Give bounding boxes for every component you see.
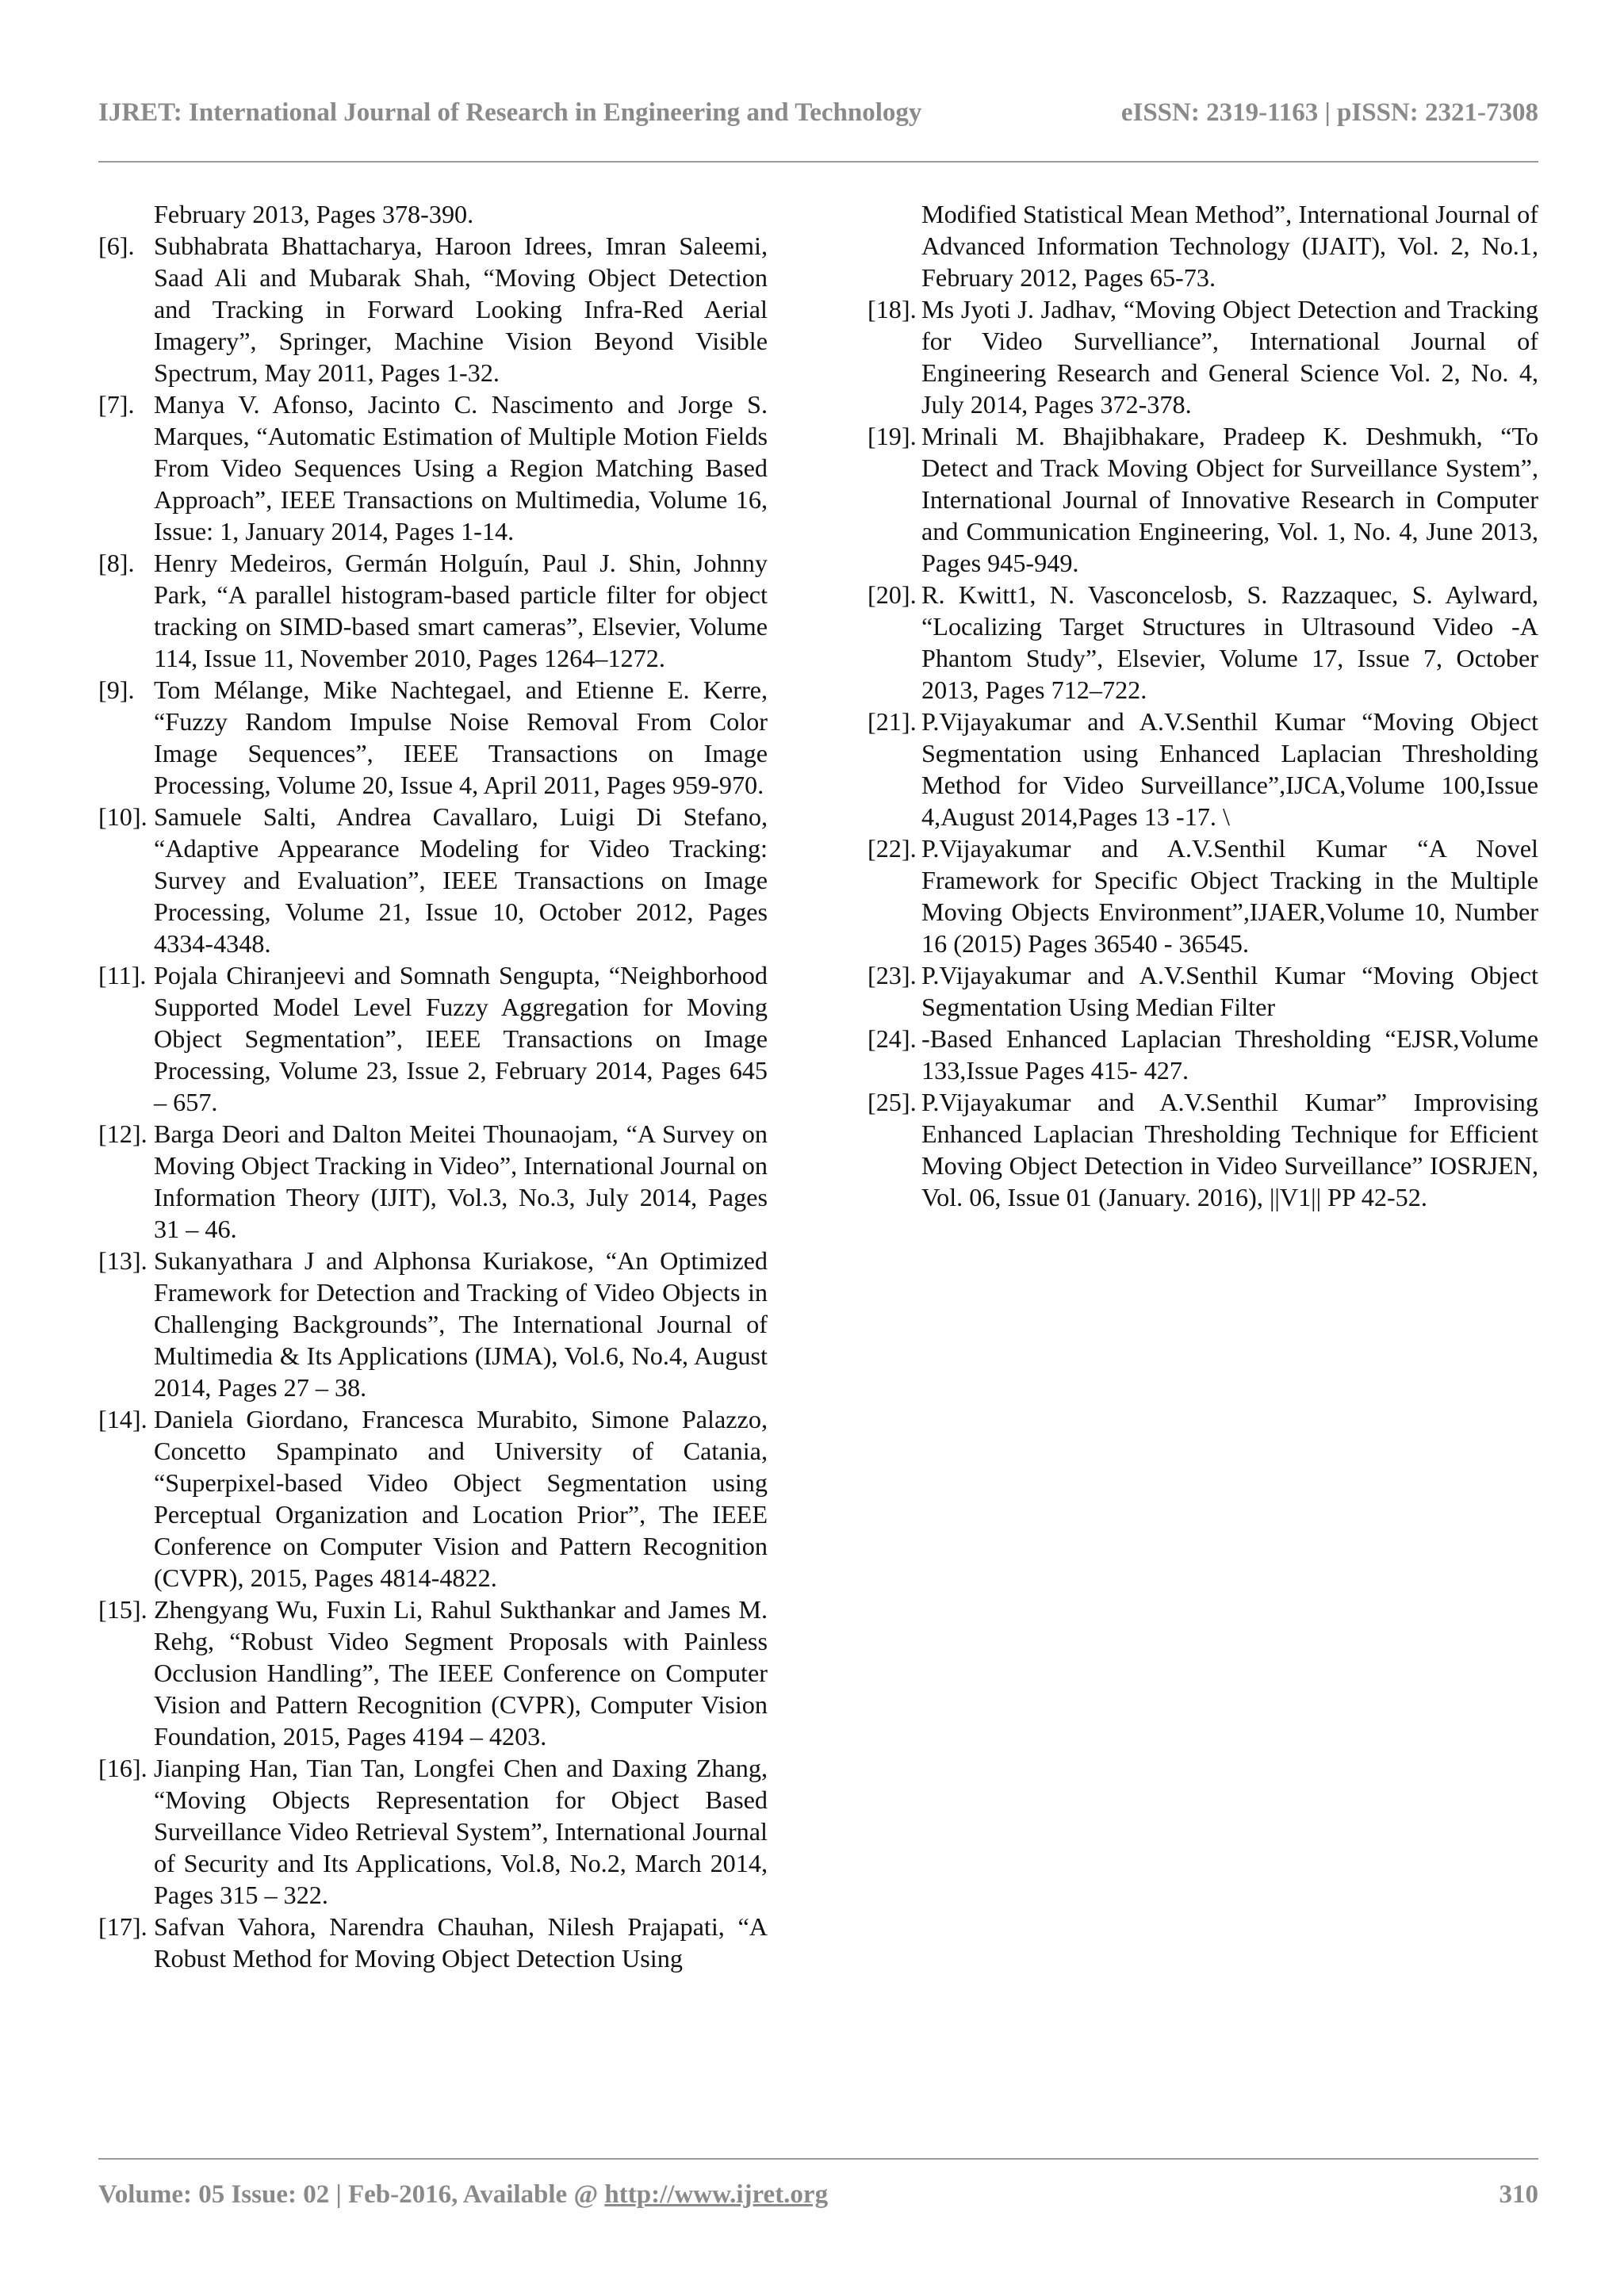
- reference-item: [98, 1245, 768, 1403]
- reference-item: [868, 579, 1538, 706]
- reference-number: [22].: [868, 834, 917, 863]
- reference-item: [98, 959, 768, 1118]
- continued-reference-text: Modified Statistical Mean Method”, International Journal of Advanced Information Technology (IJAIT), Vol. 2, No.1, February 2012, Pages 65-73.: [921, 200, 1538, 292]
- reference-number: [15].: [98, 1595, 147, 1624]
- reference-item: [868, 293, 1538, 420]
- reference-number: [21].: [868, 707, 917, 736]
- reference-number: [20].: [868, 580, 917, 609]
- header-rule: [98, 161, 1538, 163]
- reference-number: [8].: [98, 549, 135, 577]
- reference-number: [7].: [98, 390, 135, 419]
- journal-title: IJRET: International Journal of Research in Engineering and Technology: [98, 98, 922, 127]
- reference-number: [6].: [98, 232, 135, 260]
- reference-item: [98, 547, 768, 674]
- reference-item: [98, 801, 768, 959]
- reference-text: Mrinali M. Bhajibhakare, Pradeep K. Deshmukh, “To Detect and Track Moving Object for Surveillance System”, International Journal of Innovative Research in Computer and Communication Engineering, Vol. 1, No. 4, June 2013, Pages 945-949.: [921, 422, 1538, 577]
- reference-item: [868, 959, 1538, 1023]
- reference-text: Tom Mélange, Mike Nachtegael, and Etienne E. Kerre, “Fuzzy Random Impulse Noise Removal From Color Image Sequences”, IEEE Transactions on Image Processing, Volume 20, Issue 4, April 2011, Pages 959-970.: [154, 675, 768, 799]
- reference-text: P.Vijayakumar and A.V.Senthil Kumar “Moving Object Segmentation using Enhanced Laplacian Thresholding Method for Video Surveillance”,IJCA,Volume 100,Issue 4,August 2014,Pages 13 -17. \: [921, 707, 1538, 831]
- reference-number: [10].: [98, 802, 147, 831]
- reference-item: [868, 832, 1538, 959]
- reference-item: [98, 230, 768, 388]
- right-column: [868, 198, 1538, 1213]
- reference-text: Henry Medeiros, Germán Holguín, Paul J. Shin, Johnny Park, “A parallel histogram-based particle filter for object tracking on SIMD-based smart cameras”, Elsevier, Volume 114, Issue 11, November 2010, Pages 1264–1272.: [154, 549, 768, 672]
- reference-number: [24].: [868, 1024, 917, 1053]
- reference-text: P.Vijayakumar and A.V.Senthil Kumar “A Novel Framework for Specific Object Tracking in the Multiple Moving Objects Environment”,IJAER,Volume 10, Number 16 (2015) Pages 36540 - 36545.: [921, 834, 1538, 958]
- reference-item: [98, 1118, 768, 1245]
- reference-text: Sukanyathara J and Alphonsa Kuriakose, “An Optimized Framework for Detection and Tracking of Video Objects in Challenging Backgrounds”, The International Journal of Multimedia & Its Applications (IJMA), Vol.6, No.4, August 2014, Pages 27 – 38.: [154, 1246, 768, 1402]
- reference-text: R. Kwitt1, N. Vasconcelosb, S. Razzaquec, S. Aylward, “Localizing Target Structures in Ultrasound Video -A Phantom Study”, Elsevier, Volume 17, Issue 7, October 2013, Pages 712–722.: [921, 580, 1538, 704]
- reference-item: [98, 1403, 768, 1594]
- reference-number: [19].: [868, 422, 917, 450]
- reference-text: Zhengyang Wu, Fuxin Li, Rahul Sukthankar and James M. Rehg, “Robust Video Segment Proposals with Painless Occlusion Handling”, The IEEE Conference on Computer Vision and Pattern Recognition (CVPR), Computer Vision Foundation, 2015, Pages 4194 – 4203.: [154, 1595, 768, 1751]
- left-column: [98, 198, 768, 1974]
- reference-text: Subhabrata Bhattacharya, Haroon Idrees, Imran Saleemi, Saad Ali and Mubarak Shah, “Moving Object Detection and Tracking in Forward Looking Infra-Red Aerial Imagery”, Springer, Machine Vision Beyond Visible Spectrum, May 2011, Pages 1-32.: [154, 232, 768, 387]
- reference-number: [16].: [98, 1754, 147, 1782]
- reference-item: [98, 1752, 768, 1911]
- reference-item: [868, 706, 1538, 832]
- reference-text: Jianping Han, Tian Tan, Longfei Chen and Daxing Zhang, “Moving Objects Representation for Object Based Surveillance Video Retrieval System”, International Journal of Security and Its Applications, Vol.8, No.2, March 2014, Pages 315 – 322.: [154, 1754, 768, 1909]
- reference-item: [98, 1911, 768, 1974]
- reference-number: [11].: [98, 961, 147, 989]
- reference-text: Pojala Chiranjeevi and Somnath Sengupta, “Neighborhood Supported Model Level Fuzzy Aggregation for Moving Object Segmentation”, IEEE Transactions on Image Processing, Volume 23, Issue 2, February 2014, Pages 645 – 657.: [154, 961, 768, 1116]
- reference-item: [868, 1023, 1538, 1086]
- footer-volume-info: [98, 2180, 828, 2210]
- page-number: 310: [1499, 2180, 1538, 2209]
- running-header: [98, 98, 1538, 138]
- running-footer: [98, 2180, 1538, 2220]
- reference-number: [23].: [868, 961, 917, 989]
- reference-number: [12].: [98, 1119, 147, 1148]
- journal-website-link[interactable]: http://www.ijret.org: [604, 2180, 829, 2209]
- reference-text: Barga Deori and Dalton Meitei Thounaojam, “A Survey on Moving Object Tracking in Video”, International Journal on Information Theory (IJIT), Vol.3, No.3, July 2014, Pages 31 – 46.: [154, 1119, 768, 1243]
- reference-text: Safvan Vahora, Narendra Chauhan, Nilesh Prajapati, “A Robust Method for Moving Object Detection Using: [154, 1912, 768, 1973]
- reference-text: -Based Enhanced Laplacian Thresholding “EJSR,Volume 133,Issue Pages 415- 427.: [921, 1024, 1538, 1085]
- reference-text: Daniela Giordano, Francesca Murabito, Simone Palazzo, Concetto Spampinato and University of Catania, “Superpixel-based Video Object Segmentation using Perceptual Organization and Location Prior”, The IEEE Conference on Computer Vision and Pattern Recognition (CVPR), 2015, Pages 4814-4822.: [154, 1405, 768, 1592]
- reference-item: [868, 420, 1538, 579]
- reference-number: [14].: [98, 1405, 147, 1433]
- footer-rule: [98, 2158, 1538, 2160]
- reference-item: [98, 674, 768, 801]
- reference-item: [98, 388, 768, 547]
- footer-volume-text: Volume: 05 Issue: 02 | Feb-2016, Available @: [98, 2180, 605, 2209]
- reference-item: [98, 1594, 768, 1752]
- reference-text: P.Vijayakumar and A.V.Senthil Kumar” Improvising Enhanced Laplacian Thresholding Technique for Efficient Moving Object Detection in Video Surveillance” IOSRJEN, Vol. 06, Issue 01 (January. 2016), ||V1|| PP 42-52.: [921, 1088, 1538, 1211]
- reference-number: [9].: [98, 675, 135, 704]
- reference-number: [18].: [868, 295, 917, 323]
- reference-text: Samuele Salti, Andrea Cavallaro, Luigi Di Stefano, “Adaptive Appearance Modeling for Video Tracking: Survey and Evaluation”, IEEE Transactions on Image Processing, Volume 21, Issue 10, October 2012, Pages 4334-4348.: [154, 802, 768, 958]
- reference-text: Ms Jyoti J. Jadhav, “Moving Object Detection and Tracking for Video Survelliance”, International Journal of Engineering Research and General Science Vol. 2, No. 4, July 2014, Pages 372-378.: [921, 295, 1538, 419]
- issn-info: eISSN: 2319-1163 | pISSN: 2321-7308: [1120, 98, 1538, 127]
- reference-text: P.Vijayakumar and A.V.Senthil Kumar “Moving Object Segmentation Using Median Filter: [921, 961, 1538, 1021]
- reference-number: [25].: [868, 1088, 917, 1116]
- reference-text: Manya V. Afonso, Jacinto C. Nascimento and Jorge S. Marques, “Automatic Estimation of Multiple Motion Fields From Video Sequences Using a Region Matching Based Approach”, IEEE Transactions on Multimedia, Volume 16, Issue: 1, January 2014, Pages 1-14.: [154, 390, 768, 545]
- reference-number: [17].: [98, 1912, 147, 1941]
- reference-item: [868, 1086, 1538, 1213]
- continued-reference-text: February 2013, Pages 378-390.: [154, 200, 474, 228]
- reference-number: [13].: [98, 1246, 147, 1275]
